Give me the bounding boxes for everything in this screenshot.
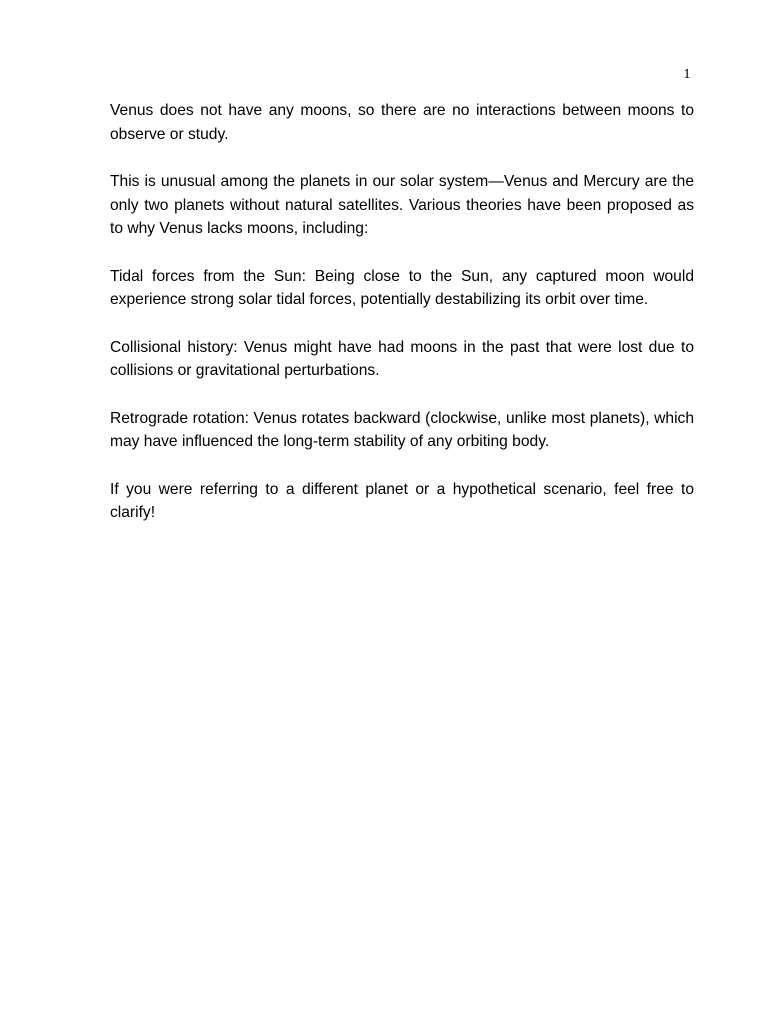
document-body bbox=[110, 99, 694, 549]
paragraph-unusual: This is unusual among the planets in our solar system—Venus and Mercury are the only two planets without natural satellites. Various theories have been proposed as to why Venus lacks moons, including: bbox=[110, 173, 694, 237]
paragraph-intro: Venus does not have any moons, so there are no interactions between moons to observe or study. bbox=[110, 102, 694, 143]
paragraph-tidal-forces: Tidal forces from the Sun: Being close to the Sun, any captured moon would experience strong solar tidal forces, potentially destabilizing its orbit over time. bbox=[110, 267, 694, 308]
paragraph-retrograde-rotation: Retrograde rotation: Venus rotates backward (clockwise, unlike most planets), which may have influenced the long-term stability of any orbiting body. bbox=[110, 409, 694, 450]
page-number: 1 bbox=[683, 67, 691, 81]
paragraph-closing: If you were referring to a different planet or a hypothetical scenario, feel free to clarify! bbox=[110, 480, 694, 521]
paragraph-collisional-history: Collisional history: Venus might have had moons in the past that were lost due to collisions or gravitational perturbations. bbox=[110, 338, 694, 379]
